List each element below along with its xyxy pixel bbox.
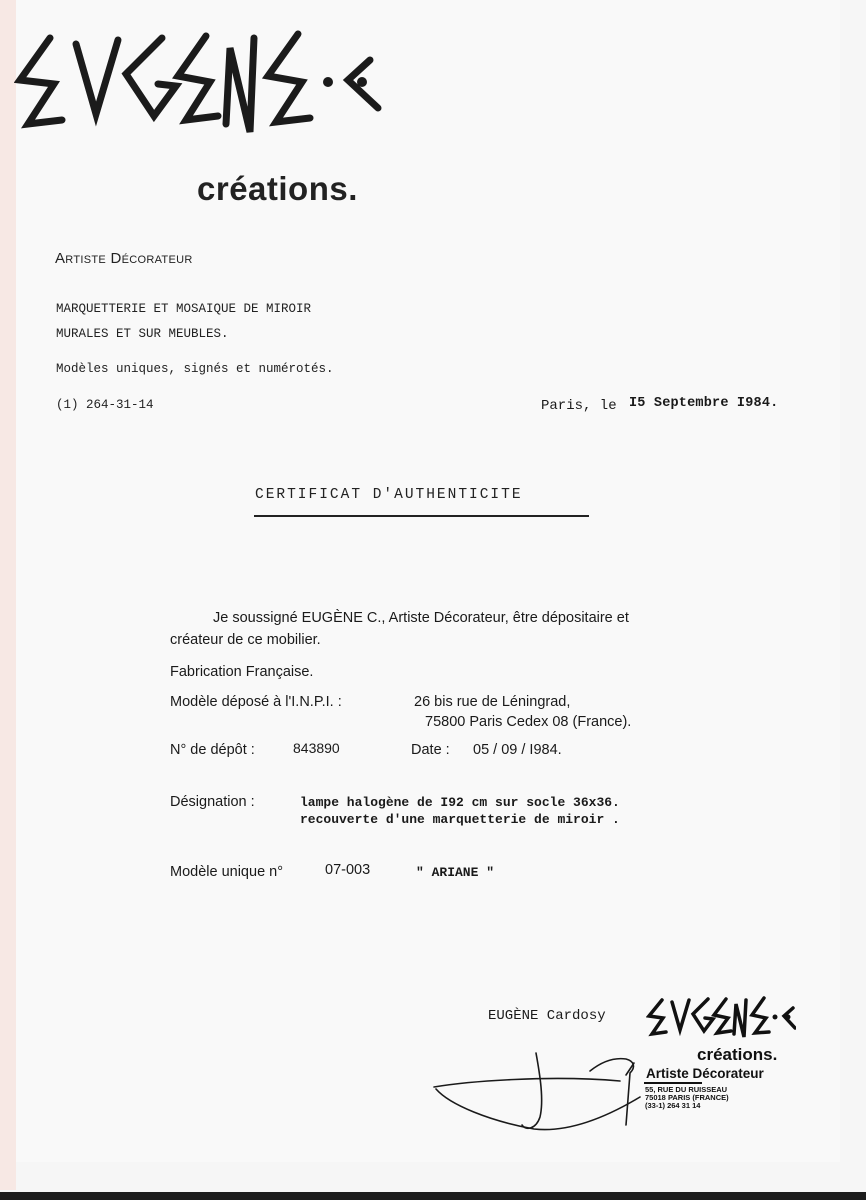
deposit-date-label: Date :	[411, 742, 450, 758]
designation-label: Désignation :	[170, 794, 255, 810]
model-label: Modèle unique n°	[170, 864, 284, 880]
description-line: Modèles uniques, signés et numérotés.	[56, 362, 334, 376]
stamp-address-line: 75018 PARIS (FRANCE)	[645, 1093, 729, 1102]
document-title: CERTIFICAT D'AUTHENTICITE	[255, 487, 523, 503]
eugene-c-logo	[14, 24, 384, 149]
artist-title: Artiste Décorateur	[55, 250, 193, 267]
phone-number: (1) 264-31-14	[56, 398, 154, 412]
creations-wordmark: créations.	[197, 170, 358, 207]
bottom-border	[0, 1192, 866, 1200]
statement-line: Je soussigné EUGÈNE C., Artiste Décorateur, être dépositaire et	[213, 610, 629, 626]
made-in-label: Fabrication Française.	[170, 664, 314, 680]
designation-line: lampe halogène de I92 cm sur socle 36x36.	[300, 795, 620, 810]
address-line: 26 bis rue de Léningrad,	[414, 694, 571, 710]
deposit-date: 05 / 09 / I984.	[473, 742, 562, 758]
address-line: 75800 Paris Cedex 08 (France).	[425, 714, 632, 730]
title-underline	[254, 515, 589, 517]
paper-sheet	[16, 0, 840, 1162]
stamp-address-line: 55, RUE DU RUISSEAU	[645, 1085, 728, 1094]
stamp-logo	[646, 994, 796, 1042]
description-line: MURALES ET SUR MEUBLES.	[56, 327, 229, 341]
stamp-title: Artiste Décorateur	[646, 1066, 764, 1081]
designation-line: recouverte d'une marquetterie de miroir .	[300, 812, 620, 827]
stamp-creations: créations.	[697, 1045, 778, 1064]
left-edge-strip	[0, 0, 16, 1190]
statement-line: créateur de ce mobilier.	[170, 632, 321, 648]
model-name: " ARIANE "	[416, 865, 495, 880]
model-number: 07-003	[325, 862, 371, 878]
place-label: Paris, le	[541, 398, 617, 414]
letter-date: I5 Septembre I984.	[629, 396, 779, 411]
handwritten-signature	[430, 1045, 670, 1135]
description-line: MARQUETTERIE ET MOSAIQUE DE MIROIR	[56, 302, 312, 316]
deposit-number-label: N° de dépôt :	[170, 742, 255, 758]
stamp-phone: (33-1) 264 31 14	[645, 1101, 701, 1110]
deposit-label: Modèle déposé à l'I.N.P.I. :	[170, 694, 342, 710]
signatory-name: EUGÈNE Cardosy	[488, 1008, 606, 1024]
deposit-number: 843890	[293, 740, 340, 756]
